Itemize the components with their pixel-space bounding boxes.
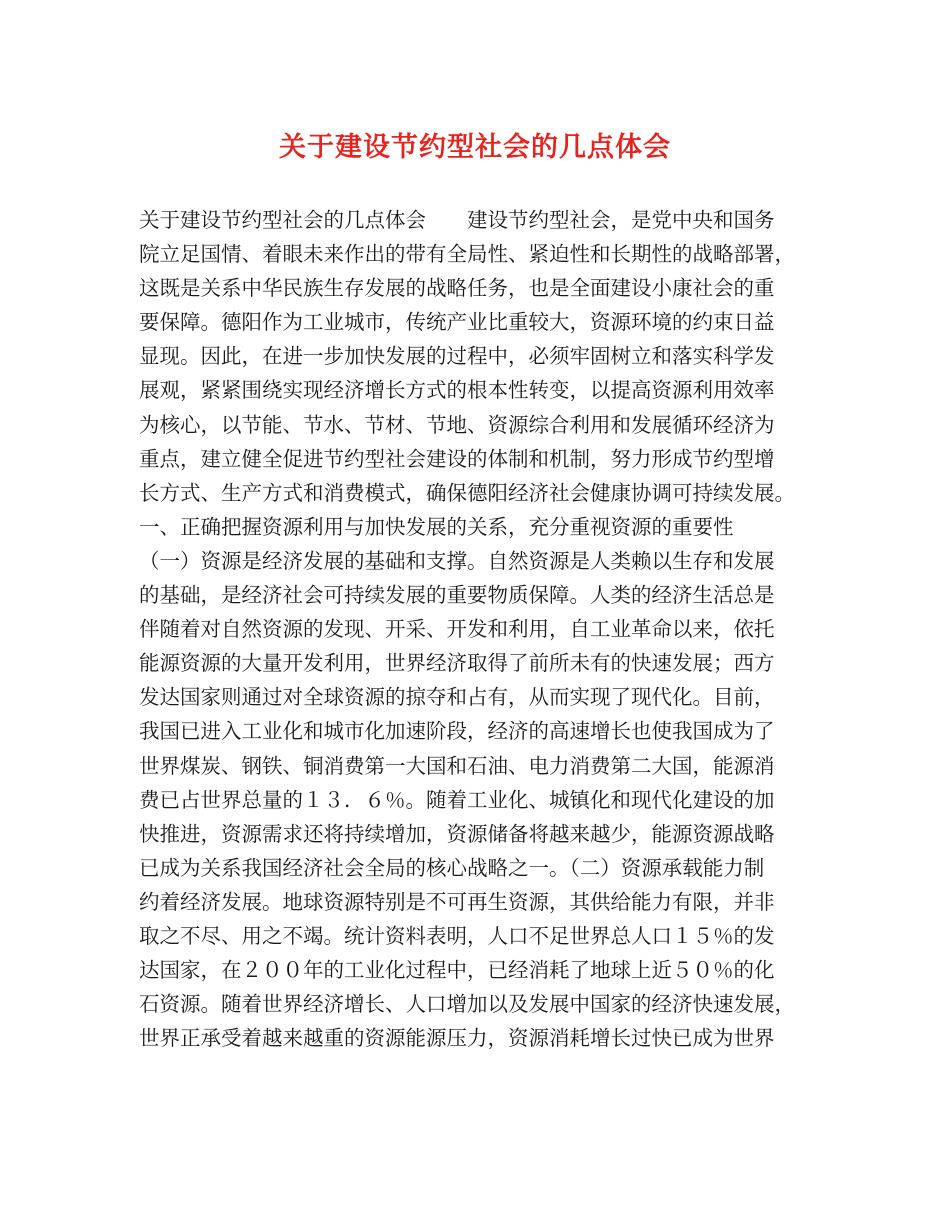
body-line: 这既是关系中华民族生存发展的战略任务，也是全面建设小康社会的重 bbox=[139, 276, 775, 301]
body-line: 能源资源的大量开发利用，世界经济取得了前所未有的快速发展；西方 bbox=[139, 651, 775, 676]
body-line: 发达国家则通过对全球资源的掠夺和占有，从而实现了现代化。目前， bbox=[139, 685, 775, 710]
body-line: （一）资源是经济发展的基础和支撑。自然资源是人类赖以生存和发展 bbox=[139, 548, 775, 573]
body-line: 的基础，是经济社会可持续发展的重要物质保障。人类的经济生活总是 bbox=[139, 583, 775, 608]
body-line: 约着经济发展。地球资源特别是不可再生资源，其供给能力有限，并非 bbox=[139, 889, 775, 914]
document-title: 关于建设节约型社会的几点体会 bbox=[279, 132, 671, 163]
body-line: 世界正承受着越来越重的资源能源压力，资源消耗增长过快已成为世界 bbox=[139, 1026, 775, 1051]
body-line: 我国已进入工业化和城市化加速阶段，经济的高速增长也使我国成为了 bbox=[139, 719, 775, 744]
body-line: 费已占世界总量的１３．６％。随着工业化、城镇化和现代化建设的加 bbox=[139, 787, 775, 812]
document-body bbox=[139, 203, 829, 1055]
body-line: 要保障。德阳作为工业城市，传统产业比重较大，资源环境的约束日益 bbox=[139, 310, 775, 335]
body-line: 达国家，在２００年的工业化过程中，已经消耗了地球上近５０％的化 bbox=[139, 958, 775, 983]
body-line: 重点，建立健全促进节约型社会建设的体制和机制，努力形成节约型增 bbox=[139, 446, 775, 471]
body-line: 为核心，以节能、节水、节材、节地、资源综合利用和发展循环经济为 bbox=[139, 412, 775, 437]
body-line: 显现。因此，在进一步加快发展的过程中，必须牢固树立和落实科学发 bbox=[139, 344, 775, 369]
body-line: 石资源。随着世界经济增长、人口增加以及发展中国家的经济快速发展， bbox=[139, 992, 795, 1017]
body-line: 伴随着对自然资源的发现、开采、开发和利用，自工业革命以来，依托 bbox=[139, 617, 775, 642]
body-line: 快推进，资源需求还将持续增加，资源储备将越来越少，能源资源战略 bbox=[139, 821, 775, 846]
body-line: 关于建设节约型社会的几点体会 建设节约型社会，是党中央和国务 bbox=[139, 208, 775, 232]
body-line: 院立足国情、着眼未来作出的带有全局性、紧迫性和长期性的战略部署， bbox=[139, 242, 795, 267]
body-line: 长方式、生产方式和消费模式，确保德阳经济社会健康协调可持续发展。 bbox=[139, 480, 795, 505]
body-line: 世界煤炭、钢铁、铜消费第一大国和石油、电力消费第二大国，能源消 bbox=[139, 753, 775, 778]
body-line: 已成为关系我国经济社会全局的核心战略之一。（二）资源承载能力制 bbox=[139, 855, 765, 880]
body-line: 展观，紧紧围绕实现经济增长方式的根本性转变，以提高资源利用效率 bbox=[139, 378, 775, 403]
body-line: 一、正确把握资源利用与加快发展的关系，充分重视资源的重要性 bbox=[139, 514, 734, 539]
body-line: 取之不尽、用之不竭。统计资料表明，人口不足世界总人口１５％的发 bbox=[139, 923, 775, 948]
